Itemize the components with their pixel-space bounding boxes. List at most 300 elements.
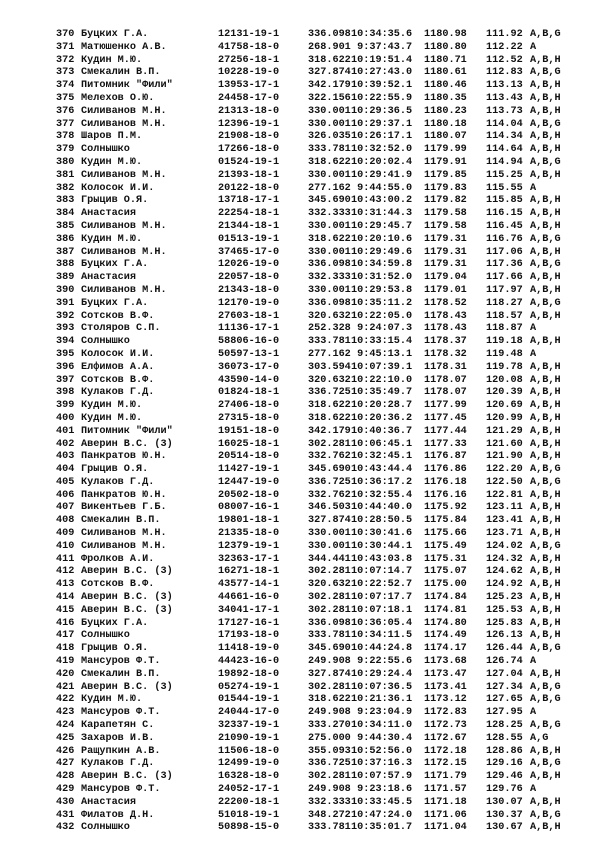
arrival-time: 10:29:37.1 bbox=[351, 118, 413, 130]
speed: 1172.83 bbox=[424, 707, 467, 719]
owner-name: Захаров И.В. bbox=[81, 732, 155, 744]
distance: 302.281 bbox=[308, 592, 351, 604]
categories: A,B,H bbox=[530, 822, 561, 834]
arrival-time: 10:52:56.0 bbox=[351, 745, 413, 757]
owner-name: Питомник "Фили" bbox=[81, 425, 173, 437]
speed: 1175.66 bbox=[424, 528, 467, 540]
distance: 327.874 bbox=[308, 67, 351, 79]
ring-number: 27406-18-0 bbox=[218, 400, 280, 412]
categories: A,B,H bbox=[530, 80, 561, 92]
owner-name: Кудин М.Ю. bbox=[81, 694, 143, 706]
owner-name: Мансуров Ф.Т. bbox=[81, 656, 161, 668]
rank-number: 413 bbox=[56, 579, 75, 591]
arrival-time: 9:44:55.0 bbox=[351, 182, 413, 194]
ring-number: 19151-18-0 bbox=[218, 425, 280, 437]
distance: 333.781 bbox=[308, 336, 351, 348]
distance: 348.272 bbox=[308, 809, 351, 821]
points: 129.46 bbox=[486, 771, 523, 783]
owner-name: Кудин М.Ю. bbox=[81, 233, 143, 245]
owner-name: Елфимов А.А. bbox=[81, 361, 155, 373]
rank-number: 373 bbox=[56, 67, 75, 79]
arrival-time: 10:20:36.2 bbox=[351, 412, 413, 424]
speed: 1180.07 bbox=[424, 131, 467, 143]
owner-name: Панкратов Ю.Н. bbox=[81, 451, 167, 463]
distance: 336.725 bbox=[308, 387, 351, 399]
points: 115.85 bbox=[486, 195, 523, 207]
distance: 320.632 bbox=[308, 310, 351, 322]
points: 121.90 bbox=[486, 451, 523, 463]
distance: 318.622 bbox=[308, 412, 351, 424]
points: 130.07 bbox=[486, 796, 523, 808]
distance: 336.725 bbox=[308, 476, 351, 488]
ring-number: 22254-18-1 bbox=[218, 208, 280, 220]
rank-number: 387 bbox=[56, 246, 75, 258]
points: 120.08 bbox=[486, 374, 523, 386]
owner-name: Сотсков В.Ф. bbox=[81, 310, 155, 322]
categories: A,B,G bbox=[530, 681, 561, 693]
arrival-time: 10:35:01.7 bbox=[351, 822, 413, 834]
owner-name: Грыцив О.Я. bbox=[81, 464, 149, 476]
speed: 1180.98 bbox=[424, 29, 467, 40]
speed: 1172.67 bbox=[424, 732, 467, 744]
rank-number: 423 bbox=[56, 707, 75, 719]
points: 116.45 bbox=[486, 220, 523, 232]
points: 129.76 bbox=[486, 784, 523, 796]
owner-name: Грыцив О.Я. bbox=[81, 195, 149, 207]
ring-number: 11506-18-0 bbox=[218, 745, 280, 757]
arrival-time: 10:32:52.0 bbox=[351, 144, 413, 156]
categories: A,B,H bbox=[530, 195, 561, 207]
ring-number: 36073-17-0 bbox=[218, 361, 280, 373]
speed: 1177.45 bbox=[424, 412, 467, 424]
ring-number: 01544-19-1 bbox=[218, 694, 280, 706]
rank-number: 430 bbox=[56, 796, 75, 808]
categories: A,B,H bbox=[530, 451, 561, 463]
arrival-time: 10:47:24.0 bbox=[351, 809, 413, 821]
speed: 1177.99 bbox=[424, 400, 467, 412]
arrival-time: 9:23:04.9 bbox=[351, 707, 413, 719]
owner-name: Шаров П.М. bbox=[81, 131, 143, 143]
distance: 330.001 bbox=[308, 105, 351, 117]
speed: 1177.44 bbox=[424, 425, 467, 437]
owner-name: Анастасия bbox=[81, 208, 137, 220]
ring-number: 51018-19-1 bbox=[218, 809, 280, 821]
distance: 333.270 bbox=[308, 720, 351, 732]
owner-name: Кудин М.Ю. bbox=[81, 412, 143, 424]
distance: 327.874 bbox=[308, 668, 351, 680]
categories: A,B,H bbox=[530, 310, 561, 322]
categories: A,B,H bbox=[530, 374, 561, 386]
rank-number: 412 bbox=[56, 566, 75, 578]
rank-number: 396 bbox=[56, 361, 75, 373]
points: 120.99 bbox=[486, 412, 523, 424]
rank-number: 416 bbox=[56, 617, 75, 629]
ring-number: 20514-18-0 bbox=[218, 451, 280, 463]
arrival-time: 10:43:44.4 bbox=[351, 464, 413, 476]
categories: A,B,H bbox=[530, 144, 561, 156]
speed: 1180.80 bbox=[424, 41, 467, 53]
owner-name: Кулаков Г.Д. bbox=[81, 476, 155, 488]
speed: 1179.31 bbox=[424, 246, 467, 258]
arrival-time: 10:34:35.6 bbox=[351, 29, 413, 40]
arrival-time: 10:07:36.5 bbox=[351, 681, 413, 693]
points: 123.71 bbox=[486, 528, 523, 540]
arrival-time: 9:37:43.7 bbox=[351, 41, 413, 53]
speed: 1179.58 bbox=[424, 208, 467, 220]
categories: A,B,H bbox=[530, 246, 561, 258]
categories: A,B,G bbox=[530, 809, 561, 821]
rank-number: 404 bbox=[56, 464, 75, 476]
categories: A,B,H bbox=[530, 336, 561, 348]
distance: 332.333 bbox=[308, 796, 351, 808]
ring-number: 44423-16-0 bbox=[218, 656, 280, 668]
ring-number: 20122-18-0 bbox=[218, 182, 280, 194]
distance: 277.162 bbox=[308, 182, 351, 194]
owner-name: Солнышко bbox=[81, 336, 130, 348]
distance: 345.690 bbox=[308, 643, 351, 655]
ring-number: 12396-19-1 bbox=[218, 118, 280, 130]
rank-number: 401 bbox=[56, 425, 75, 437]
ring-number: 27603-18-1 bbox=[218, 310, 280, 322]
speed: 1178.37 bbox=[424, 336, 467, 348]
categories: A,B,H bbox=[530, 668, 561, 680]
rank-number: 417 bbox=[56, 630, 75, 642]
speed: 1178.32 bbox=[424, 348, 467, 360]
distance: 322.156 bbox=[308, 92, 351, 104]
categories: A,B,H bbox=[530, 502, 561, 514]
distance: 345.690 bbox=[308, 464, 351, 476]
distance: 336.098 bbox=[308, 259, 351, 271]
owner-name: Карапетян С. bbox=[81, 720, 155, 732]
points: 117.36 bbox=[486, 259, 523, 271]
points: 122.81 bbox=[486, 489, 523, 501]
arrival-time: 10:35:11.2 bbox=[351, 297, 413, 309]
speed: 1179.31 bbox=[424, 259, 467, 271]
speed: 1173.41 bbox=[424, 681, 467, 693]
rank-number: 429 bbox=[56, 784, 75, 796]
rank-number: 425 bbox=[56, 732, 75, 744]
distance: 327.874 bbox=[308, 515, 351, 527]
speed: 1176.86 bbox=[424, 464, 467, 476]
points: 112.83 bbox=[486, 67, 523, 79]
categories: A,B,H bbox=[530, 592, 561, 604]
rank-number: 400 bbox=[56, 412, 75, 424]
ring-number: 01524-19-1 bbox=[218, 156, 280, 168]
ring-number: 16025-18-1 bbox=[218, 438, 280, 450]
speed: 1179.91 bbox=[424, 156, 467, 168]
points: 114.04 bbox=[486, 118, 523, 130]
speed: 1177.33 bbox=[424, 438, 467, 450]
ring-number: 11427-19-1 bbox=[218, 464, 280, 476]
distance: 249.908 bbox=[308, 707, 351, 719]
rank-number: 397 bbox=[56, 374, 75, 386]
ring-number: 41758-18-0 bbox=[218, 41, 280, 53]
owner-name: Кулаков Г.Д. bbox=[81, 758, 155, 770]
ring-number: 22200-18-1 bbox=[218, 796, 280, 808]
categories: A bbox=[530, 323, 537, 335]
owner-name: Кулаков Г.Д. bbox=[81, 387, 155, 399]
ring-number: 21335-18-0 bbox=[218, 528, 280, 540]
owner-name: Солнышко bbox=[81, 822, 130, 834]
speed: 1174.49 bbox=[424, 630, 467, 642]
arrival-time: 9:24:07.3 bbox=[351, 323, 413, 335]
arrival-time: 10:07:18.1 bbox=[351, 604, 413, 616]
rank-number: 415 bbox=[56, 604, 75, 616]
ring-number: 50898-15-0 bbox=[218, 822, 280, 834]
points: 124.62 bbox=[486, 566, 523, 578]
owner-name: Колосок И.И. bbox=[81, 348, 155, 360]
speed: 1179.85 bbox=[424, 169, 467, 181]
distance: 346.503 bbox=[308, 502, 351, 514]
distance: 330.001 bbox=[308, 528, 351, 540]
points: 116.76 bbox=[486, 233, 523, 245]
arrival-time: 10:07:14.7 bbox=[351, 566, 413, 578]
distance: 302.281 bbox=[308, 566, 351, 578]
owner-name: Мансуров Ф.Т. bbox=[81, 784, 161, 796]
speed: 1180.61 bbox=[424, 67, 467, 79]
points: 118.27 bbox=[486, 297, 523, 309]
arrival-time: 10:29:24.4 bbox=[351, 668, 413, 680]
owner-name: Солнышко bbox=[81, 144, 130, 156]
distance: 355.093 bbox=[308, 745, 351, 757]
owner-name: Панкратов Ю.Н. bbox=[81, 489, 167, 501]
speed: 1174.81 bbox=[424, 604, 467, 616]
categories: A,B,H bbox=[530, 579, 561, 591]
categories: A,B,H bbox=[530, 617, 561, 629]
speed: 1172.15 bbox=[424, 758, 467, 770]
rank-number: 409 bbox=[56, 528, 75, 540]
speed: 1178.07 bbox=[424, 387, 467, 399]
points: 114.64 bbox=[486, 144, 523, 156]
ring-number: 19892-18-0 bbox=[218, 668, 280, 680]
ring-number: 13953-17-1 bbox=[218, 80, 280, 92]
points: 113.43 bbox=[486, 92, 523, 104]
points: 125.83 bbox=[486, 617, 523, 629]
speed: 1178.31 bbox=[424, 361, 467, 373]
distance: 318.622 bbox=[308, 233, 351, 245]
arrival-time: 9:22:55.6 bbox=[351, 656, 413, 668]
categories: A,B,H bbox=[530, 438, 561, 450]
rank-number: 418 bbox=[56, 643, 75, 655]
speed: 1179.82 bbox=[424, 195, 467, 207]
owner-name: Аверин В.С. (3) bbox=[81, 566, 173, 578]
points: 128.86 bbox=[486, 745, 523, 757]
categories: A,G bbox=[530, 732, 549, 744]
speed: 1173.47 bbox=[424, 668, 467, 680]
categories: A,B,H bbox=[530, 272, 561, 284]
categories: A,B,G bbox=[530, 118, 561, 130]
owner-name: Сотсков В.Ф. bbox=[81, 579, 155, 591]
points: 112.22 bbox=[486, 41, 523, 53]
arrival-time: 10:29:41.9 bbox=[351, 169, 413, 181]
speed: 1180.23 bbox=[424, 105, 467, 117]
rank-number: 379 bbox=[56, 144, 75, 156]
arrival-time: 10:34:11.0 bbox=[351, 720, 413, 732]
rank-number: 403 bbox=[56, 451, 75, 463]
arrival-time: 10:33:15.4 bbox=[351, 336, 413, 348]
distance: 303.594 bbox=[308, 361, 351, 373]
arrival-time: 10:31:52.0 bbox=[351, 272, 413, 284]
speed: 1180.35 bbox=[424, 92, 467, 104]
distance: 320.632 bbox=[308, 579, 351, 591]
points: 130.37 bbox=[486, 809, 523, 821]
categories: A,B,H bbox=[530, 412, 561, 424]
distance: 326.035 bbox=[308, 131, 351, 143]
owner-name: Силиванов М.Н. bbox=[81, 528, 167, 540]
rank-number: 420 bbox=[56, 668, 75, 680]
owner-name: Буцких Г.А. bbox=[81, 259, 149, 271]
speed: 1172.73 bbox=[424, 720, 467, 732]
ring-number: 17193-18-0 bbox=[218, 630, 280, 642]
points: 111.92 bbox=[486, 29, 523, 40]
ring-number: 58806-16-0 bbox=[218, 336, 280, 348]
owner-name: Силиванов М.Н. bbox=[81, 540, 167, 552]
ring-number: 11418-19-0 bbox=[218, 643, 280, 655]
distance: 332.762 bbox=[308, 489, 351, 501]
ring-number: 10228-19-0 bbox=[218, 67, 280, 79]
distance: 302.281 bbox=[308, 681, 351, 693]
ring-number: 19801-18-1 bbox=[218, 515, 280, 527]
rank-number: 422 bbox=[56, 694, 75, 706]
ring-number: 21908-18-0 bbox=[218, 131, 280, 143]
arrival-time: 10:36:05.4 bbox=[351, 617, 413, 629]
ring-number: 12499-19-0 bbox=[218, 758, 280, 770]
rank-number: 371 bbox=[56, 41, 75, 53]
arrival-time: 10:29:53.8 bbox=[351, 284, 413, 296]
categories: A,B,G bbox=[530, 643, 561, 655]
arrival-time: 10:07:39.1 bbox=[351, 361, 413, 373]
arrival-time: 10:32:45.1 bbox=[351, 451, 413, 463]
ring-number: 43577-14-1 bbox=[218, 579, 280, 591]
categories: A,B,H bbox=[530, 208, 561, 220]
distance: 333.781 bbox=[308, 822, 351, 834]
categories: A,B,G bbox=[530, 156, 561, 168]
arrival-time: 10:37:16.3 bbox=[351, 758, 413, 770]
categories: A bbox=[530, 784, 537, 796]
categories: A,B,G bbox=[530, 233, 561, 245]
points: 128.25 bbox=[486, 720, 523, 732]
categories: A bbox=[530, 707, 537, 719]
speed: 1175.07 bbox=[424, 566, 467, 578]
arrival-time: 9:45:13.1 bbox=[351, 348, 413, 360]
ring-number: 12026-19-0 bbox=[218, 259, 280, 271]
ring-number: 43590-14-0 bbox=[218, 374, 280, 386]
speed: 1171.04 bbox=[424, 822, 467, 834]
ring-number: 08007-16-1 bbox=[218, 502, 280, 514]
categories: A,B,H bbox=[530, 361, 561, 373]
points: 127.04 bbox=[486, 668, 523, 680]
ring-number: 16271-18-1 bbox=[218, 566, 280, 578]
distance: 345.690 bbox=[308, 195, 351, 207]
ring-number: 12170-19-0 bbox=[218, 297, 280, 309]
arrival-time: 10:20:10.6 bbox=[351, 233, 413, 245]
categories: A,B,H bbox=[530, 515, 561, 527]
rank-number: 431 bbox=[56, 809, 75, 821]
categories: A,B,H bbox=[530, 553, 561, 565]
rank-number: 378 bbox=[56, 131, 75, 143]
ring-number: 01513-19-1 bbox=[218, 233, 280, 245]
speed: 1174.84 bbox=[424, 592, 467, 604]
points: 123.11 bbox=[486, 502, 523, 514]
categories: A,B,H bbox=[530, 796, 561, 808]
distance: 249.908 bbox=[308, 656, 351, 668]
speed: 1171.18 bbox=[424, 796, 467, 808]
owner-name: Анастасия bbox=[81, 272, 137, 284]
ring-number: 24052-17-1 bbox=[218, 784, 280, 796]
owner-name: Буцких Г.А. bbox=[81, 617, 149, 629]
owner-name: Смекалин В.П. bbox=[81, 67, 161, 79]
categories: A,B,G bbox=[530, 540, 561, 552]
owner-name: Аверин В.С. (3) bbox=[81, 438, 173, 450]
points: 128.55 bbox=[486, 732, 523, 744]
categories: A bbox=[530, 348, 537, 360]
categories: A,B,H bbox=[530, 566, 561, 578]
categories: A,B,G bbox=[530, 29, 561, 40]
ring-number: 37465-17-0 bbox=[218, 246, 280, 258]
speed: 1172.18 bbox=[424, 745, 467, 757]
rank-number: 392 bbox=[56, 310, 75, 322]
categories: A,B,G bbox=[530, 67, 561, 79]
rank-number: 391 bbox=[56, 297, 75, 309]
points: 118.87 bbox=[486, 323, 523, 335]
points: 120.39 bbox=[486, 387, 523, 399]
arrival-time: 10:32:55.4 bbox=[351, 489, 413, 501]
categories: A,B,H bbox=[530, 528, 561, 540]
categories: A,B,H bbox=[530, 284, 561, 296]
points: 118.57 bbox=[486, 310, 523, 322]
points: 126.13 bbox=[486, 630, 523, 642]
distance: 332.333 bbox=[308, 272, 351, 284]
distance: 332.333 bbox=[308, 208, 351, 220]
arrival-time: 10:33:45.5 bbox=[351, 796, 413, 808]
speed: 1179.04 bbox=[424, 272, 467, 284]
ring-number: 17266-18-0 bbox=[218, 144, 280, 156]
categories: A,B,H bbox=[530, 131, 561, 143]
speed: 1171.57 bbox=[424, 784, 467, 796]
ring-number: 32337-19-1 bbox=[218, 720, 280, 732]
distance: 302.281 bbox=[308, 438, 351, 450]
ring-number: 16328-18-0 bbox=[218, 771, 280, 783]
owner-name: Кудин М.Ю. bbox=[81, 400, 143, 412]
owner-name: Смекалин В.П. bbox=[81, 515, 161, 527]
owner-name: Силиванов М.Н. bbox=[81, 246, 167, 258]
points: 122.20 bbox=[486, 464, 523, 476]
speed: 1174.17 bbox=[424, 643, 467, 655]
ring-number: 24044-17-0 bbox=[218, 707, 280, 719]
distance: 336.098 bbox=[308, 617, 351, 629]
owner-name: Викентьев Г.Б. bbox=[81, 502, 167, 514]
arrival-time: 10:31:44.3 bbox=[351, 208, 413, 220]
distance: 330.001 bbox=[308, 284, 351, 296]
speed: 1180.71 bbox=[424, 54, 467, 66]
points: 129.16 bbox=[486, 758, 523, 770]
rank-number: 405 bbox=[56, 476, 75, 488]
speed: 1171.06 bbox=[424, 809, 467, 821]
categories: A,B,G bbox=[530, 259, 561, 271]
owner-name: Кудин М.Ю. bbox=[81, 156, 143, 168]
arrival-time: 10:07:17.7 bbox=[351, 592, 413, 604]
distance: 275.000 bbox=[308, 732, 351, 744]
ring-number: 27315-18-0 bbox=[218, 412, 280, 424]
rank-number: 411 bbox=[56, 553, 75, 565]
owner-name: Грыцив О.Я. bbox=[81, 643, 149, 655]
points: 115.25 bbox=[486, 169, 523, 181]
rank-number: 414 bbox=[56, 592, 75, 604]
distance: 252.328 bbox=[308, 323, 351, 335]
distance: 332.762 bbox=[308, 451, 351, 463]
distance: 333.781 bbox=[308, 144, 351, 156]
owner-name: Анастасия bbox=[81, 796, 137, 808]
